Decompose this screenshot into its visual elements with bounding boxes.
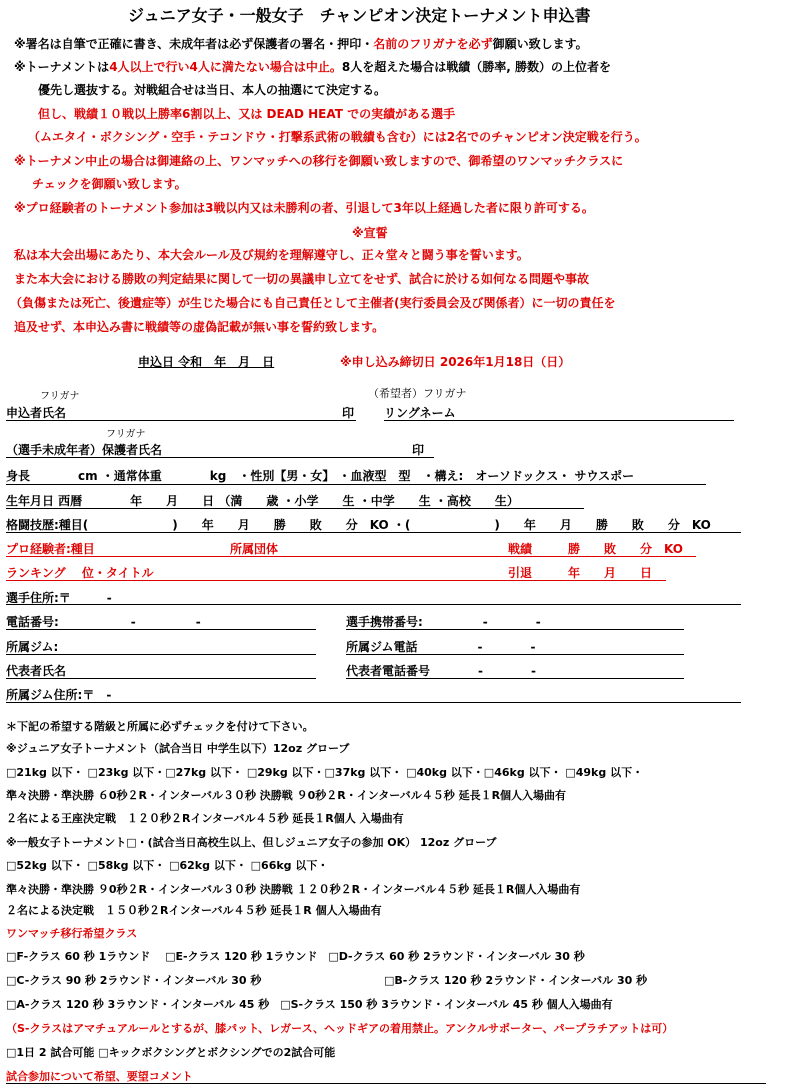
guardian-label: （選手未成年者）保護者氏名 <box>6 443 163 457</box>
furigana-label: フリガナ <box>40 391 80 402</box>
note-text: 御願い致します。 <box>492 37 588 51</box>
phone-label: 電話番号: - - <box>6 615 201 629</box>
furigana-label-2: フリガナ <box>106 429 146 440</box>
application-date: 申込日 令和 年 月 日 <box>138 355 275 369</box>
two-bouts-checkboxes[interactable]: □1日 2 試合可能 □キックボクシングとボクシングでの2試合可能 <box>6 1046 336 1059</box>
birth-line: 生年月日 西暦 年 月 日 （満 歳 ・小学 生 ・中学 生 ・高校 生） <box>6 494 519 508</box>
pro-record-label: 戦績 勝 敗 分 KO <box>508 542 683 556</box>
pledge-line-3: （負傷または死亡、後遺症等）が生じた場合にも自己責任として主催者(実行委員会及び関係者）に一切の責任を <box>10 296 616 310</box>
junior-weight-checkboxes[interactable]: □21kg 以下・ □23kg 以下・□27kg 以下・ □29kg 以下・□37kg 以下・ □40kg 以下・□46kg 以下・ □49kg 以下・ <box>6 766 644 779</box>
note-red-text: 名前のフリガナを必ず <box>373 37 493 51</box>
junior-rule-1: 準々決勝・準決勝 ６0秒２R・インターバル３０秒 決勝戦 ９0秒２R・インターバル４５秒 延長１R個人入場曲有 <box>6 789 567 802</box>
deadline: ※申し込み締切日 2026年1月18日（日） <box>340 355 571 369</box>
ring-name-label: リングネーム <box>384 406 456 420</box>
pledge-line-1: 私は本大会出場にあたり、本大会ルール及び規約を理解遵守し、正々堂々と闘う事を誓います。 <box>14 248 529 262</box>
note-line-2 <box>14 58 611 75</box>
pledge-heading: ※宣誓 <box>352 226 388 240</box>
address-underline[interactable] <box>6 604 741 605</box>
birth-underline[interactable] <box>6 508 584 509</box>
class-instruction: ＊下記の希望する階級と所属に必ずチェックを付けて下さい。 <box>6 720 314 733</box>
onematch-row-2a[interactable]: □C-クラス 90 秒 2ラウンド・インターバル 30 秒 <box>6 974 262 987</box>
pro-team-label: 所属団体 <box>230 542 279 556</box>
note-line-1 <box>14 35 588 52</box>
martial-history-underline[interactable] <box>6 532 741 533</box>
note-red-text: 4人以上で行い4人に満たない場合は中止。 <box>109 60 342 74</box>
rep-name-underline[interactable] <box>6 678 316 679</box>
ranking-underline[interactable] <box>6 580 666 581</box>
general-tournament-heading[interactable]: ※一般女子トーナメント□・(試合当日高校生以上、但しジュニア女子の参加 OK） 12oz グローブ <box>6 836 497 849</box>
gym-label: 所属ジム: <box>6 640 59 654</box>
s-class-note: （S-クラスはアマチュアルールとするが、膝パット、レガース、ヘッドギアの着用禁止。アンクルサポーター、パープラチアットは可） <box>6 1022 674 1035</box>
mobile-label: 選手携帯番号: - - <box>346 615 541 629</box>
ranking-label: ランキング 位・タイトル <box>6 566 154 580</box>
rep-phone-label: 代表者電話番号 - - <box>346 664 536 678</box>
seal-mark-2: 印 <box>412 443 425 457</box>
onematch-row-3[interactable]: □A-クラス 120 秒 3ラウンド・インターバル 45 秒 □S-クラス 150 秒 3ラウンド・インターバル 45 秒 個人入場曲有 <box>6 998 613 1011</box>
gym-phone-label: 所属ジム電話 - - <box>346 640 536 654</box>
pledge-line-2: また本大会における勝敗の判定結果に関して一切の異議申し立てをせず、試合に於ける如何なる問題や事故 <box>14 272 590 286</box>
general-rule-2: ２名による決定戦 １５０秒２Rインターバル４５秒 延長１R 個人入場曲有 <box>6 904 382 917</box>
kibou-furigana-label: （希望者）フリガナ <box>368 387 467 400</box>
general-weight-checkboxes[interactable]: □52kg 以下・ □58kg 以下・ □62kg 以下・ □66kg 以下・ <box>6 859 329 872</box>
rep-name-label: 代表者氏名 <box>6 664 67 678</box>
note-text: 8人を超えた場合は戦績（勝率, 勝数）の上位者を <box>341 60 611 74</box>
applicant-name-label: 申込者氏名 <box>6 406 67 420</box>
note-line-7: チェックを御願い致します。 <box>32 177 187 191</box>
note-line-3: 優先し選抜する。対戦組合せは当日、本人の抽選にて決定する。 <box>38 83 387 97</box>
note-line-8: ※プロ経験者のトーナメント参加は3戦以内又は未勝利の者、引退して3年以上経過した者に限り許可する。 <box>14 201 594 215</box>
pro-experience-underline[interactable] <box>6 556 696 557</box>
comment-label: 試合参加について希望、要望コメント <box>6 1070 193 1083</box>
mobile-underline[interactable] <box>346 629 684 630</box>
general-rule-1: 準々決勝・準決勝 ９0秒２R・インターバル３０秒 決勝戦 １２０秒２R・インターバル４５秒 延長１R個人入場曲有 <box>6 883 581 896</box>
gym-address-label: 所属ジム住所:〒 - <box>6 688 112 702</box>
address-label: 選手住所:〒 - <box>6 591 112 605</box>
note-line-4: 但し、戦績１０戦以上勝率6割以上、又は DEAD HEAT での実績がある選手 <box>38 107 456 121</box>
junior-tournament-heading: ※ジュニア女子トーナメント（試合当日 中学生以下）12oz グローブ <box>6 742 350 755</box>
ring-name-line[interactable] <box>384 420 734 421</box>
page-title: ジュニア女子・一般女子 チャンピオン決定トーナメント申込書 <box>128 6 591 25</box>
body-info-line: 身長 cm ・通常体重 kg ・性別【男・女】 ・血液型 型 ・構え: オーソドックス・ サウスポー <box>6 469 635 483</box>
note-text: ※署名は自筆で正確に書き、未成年者は必ず保護者の署名・押印・ <box>14 37 374 51</box>
phone-underline[interactable] <box>6 629 316 630</box>
applicant-name-line[interactable] <box>6 420 356 421</box>
onematch-heading: ワンマッチ移行希望クラス <box>6 927 138 940</box>
note-line-6: ※トーナメン中止の場合は御連絡の上、ワンマッチへの移行を御願い致しますので、御希望のワンマッチクラスに <box>14 154 624 168</box>
body-info-underline[interactable] <box>6 484 706 485</box>
note-text: ※トーナメントは <box>14 60 110 74</box>
onematch-row-1[interactable]: □F-クラス 60 秒 1ラウンド □E-クラス 120 秒 1ラウンド □D-クラス 60 秒 2ラウンド・インターバル 30 秒 <box>6 950 585 963</box>
rep-phone-underline[interactable] <box>346 678 684 679</box>
note-line-5: （ムエタイ・ボクシング・空手・テコンドウ・打撃系武術の戦績も含む）には2名でのチャンピオン決定戦を行う。 <box>28 130 647 144</box>
gym-address-underline[interactable] <box>6 702 741 703</box>
gym-underline[interactable] <box>6 654 316 655</box>
gym-phone-underline[interactable] <box>346 654 684 655</box>
pro-experience-label: プロ経験者:種目 <box>6 542 95 556</box>
comment-underline[interactable] <box>6 1083 766 1084</box>
guardian-line[interactable] <box>6 457 434 458</box>
seal-mark: 印 <box>342 406 355 420</box>
martial-history-line: 格闘技歴:種目( ) 年 月 勝 敗 分 KO ・( ) 年 月 勝 敗 分 KO <box>6 518 711 532</box>
pledge-line-4: 追及せず、本申込み書に戦績等の虚偽記載が無い事を誓約致します。 <box>14 320 385 334</box>
junior-rule-2: ２名による王座決定戦 １２０秒２Rインターバル４５秒 延長１R個人 入場曲有 <box>6 812 404 825</box>
retired-label: 引退 年 月 日 <box>508 566 653 580</box>
onematch-row-2b[interactable]: □B-クラス 120 秒 2ラウンド・インターバル 30 秒 <box>384 974 648 987</box>
